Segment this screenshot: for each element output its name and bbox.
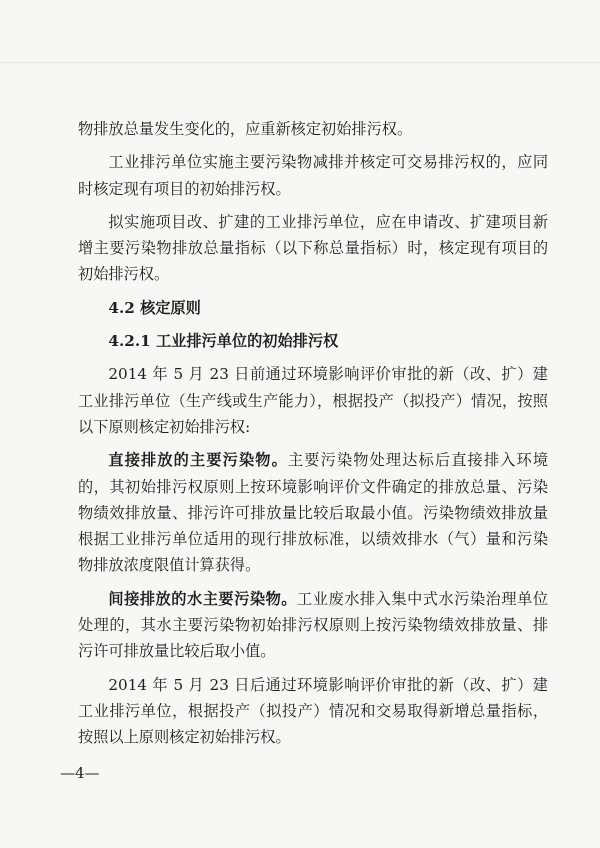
direct-emission-label: 直接排放的主要污染物。 <box>108 451 288 470</box>
section-heading-4-2-1: 4.2.1 工业排污单位的初始排污权 <box>108 332 339 351</box>
scan-line <box>0 62 600 63</box>
paragraph-continuation: 物排放总量发生变化的，应重新核定初始排污权。 <box>78 120 413 138</box>
direct-emission-text: 主要污染物处理达标后直接排入环境的，其初始排污权原则上按环境影响评价文件确定的排放总量、污染物绩效排放量、排污许可排放量比较后取最小值。污染物绩效排放量根据工业排污单位适用的现行排放标准，以绩效排水（气）量和污染物排放浓度限值计算获得。 <box>78 451 549 575</box>
paragraph-direct-emission <box>78 447 548 578</box>
paragraph-after-2014: 2014 年 5 月 23 日后通过环境影响评价审批的新（改、扩）建工业排污单位，根据投产（拟投产）情况和交易取得新增总量指标，按照以上原则核定初始排污权。 <box>78 675 548 747</box>
section-heading-4-2: 4.2 核定原则 <box>108 298 201 317</box>
paragraph-before-2014: 2014 年 5 月 23 日前通过环境影响评价审批的新（改、扩）建工业排污单位（生产线或生产能力），根据投产（拟投产）情况，按照以下原则核定初始排污权: <box>78 365 548 436</box>
paragraph-expansion: 拟实施项目改、扩建的工业排污单位，应在申请改、扩建项目新增主要污染物排放总量指标（以下称总量指标）时，核定现有项目的初始排污权。 <box>78 212 548 284</box>
indirect-emission-text: 工业废水排入集中式水污染治理单位处理的，其水主要污染物初始排污权原则上按污染物绩效排放量、排污许可排放量比较后取小值。 <box>78 589 549 661</box>
paragraph-reduction: 工业排污单位实施主要污染物减排并核定可交易排污权的，应同时核定现有项目的初始排污权。 <box>78 153 548 198</box>
paragraph-indirect-emission <box>78 586 548 665</box>
indirect-emission-label: 间接排放的水主要污染物。 <box>108 589 298 608</box>
page-number: —4— <box>60 764 100 782</box>
document-body <box>78 116 548 758</box>
